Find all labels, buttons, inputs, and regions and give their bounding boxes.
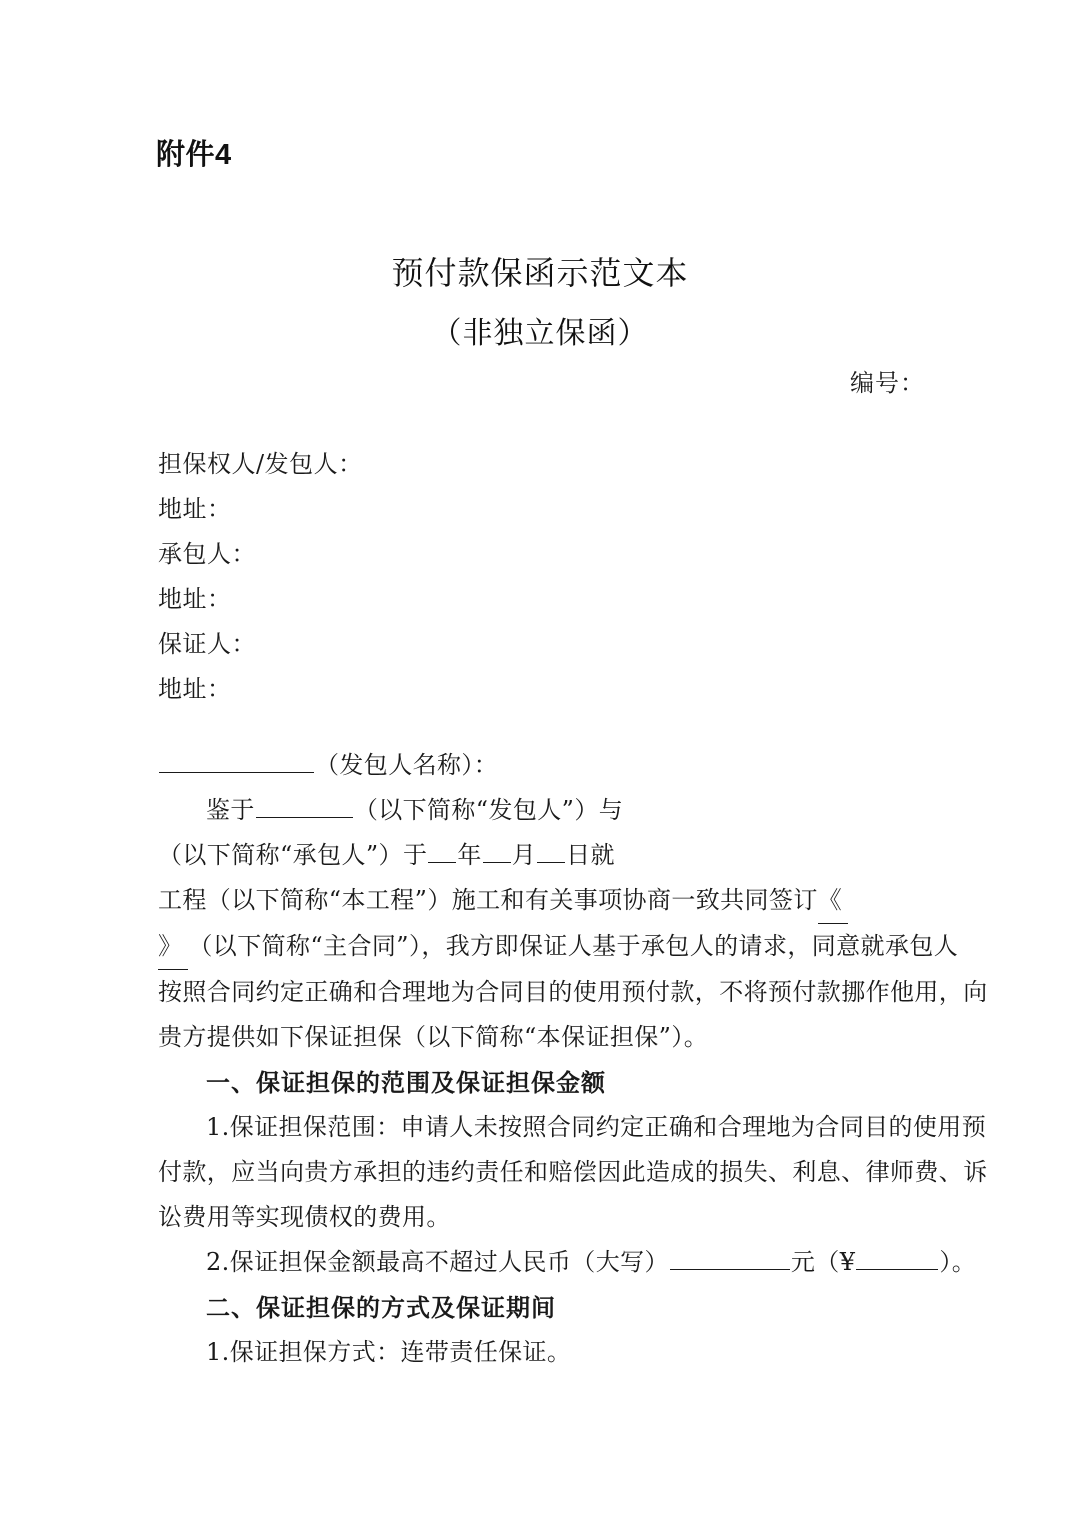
serial-number-label: 编号：	[850, 369, 925, 397]
employer-name-blank[interactable]	[256, 793, 353, 818]
party-line-contractor: 承包人：	[158, 540, 256, 568]
day-label: 日就	[566, 841, 615, 869]
section-heading-one: 一、保证担保的范围及保证担保金额	[206, 1068, 606, 1097]
page-subtitle: （非独立保函）	[431, 316, 649, 351]
party-line-obligee: 担保权人/发包人：	[158, 450, 363, 478]
recital-main-contract-alias: （以下简称“主合同”），我方即保证人基于承包人的请求，同意就承包人	[188, 932, 959, 960]
main-contract-open-bracket[interactable]: 《	[818, 878, 848, 924]
main-contract-close-bracket[interactable]: 》	[158, 924, 188, 970]
party-line-guarantor: 保证人：	[158, 630, 256, 658]
recital-contractor-alias: （以下简称“承包人”）于	[158, 841, 428, 869]
document-body	[158, 743, 988, 1375]
section-one-item2	[158, 1240, 977, 1285]
section-heading-two: 二、保证担保的方式及保证期间	[206, 1293, 556, 1322]
guarantee-amount-words-blank[interactable]	[670, 1245, 790, 1270]
recital-project-text: 工程（以下简称“本工程”）施工和有关事项协商一致共同签订	[158, 886, 818, 914]
addressee-name-blank[interactable]	[159, 748, 314, 773]
section-two-item1: 1.保证担保方式：连带责任保证。	[206, 1338, 572, 1366]
recital-line-3	[158, 878, 916, 924]
party-line-guarantor-addr: 地址：	[158, 675, 232, 703]
contract-year-blank[interactable]	[428, 838, 456, 863]
party-line-contractor-addr: 地址：	[158, 585, 232, 613]
contract-day-blank[interactable]	[537, 838, 565, 863]
guarantee-amount-label: 2.保证担保金额最高不超过人民币（大写）	[206, 1248, 669, 1276]
recital-line-5: 按照合同约定正确和合理地为合同目的使用预付款，不将预付款挪作他用，向	[158, 978, 988, 1006]
party-info-block	[158, 442, 918, 712]
year-label: 年	[457, 841, 482, 869]
recital-line-4	[158, 924, 959, 970]
section-one-item1-line1: 1.保证担保范围：申请人未按照合同约定正确和合理地为合同目的使用预	[206, 1113, 987, 1141]
recital-whereas-label: 鉴于	[206, 796, 255, 824]
recital-line-6: 贵方提供如下保证担保（以下简称“本保证担保”）。	[158, 1023, 709, 1051]
recital-line-2	[158, 833, 916, 878]
attachment-tag: 附件4	[156, 139, 232, 171]
addressee-line	[158, 743, 916, 788]
recital-employer-alias: （以下简称“发包人”）与	[353, 796, 624, 824]
party-line-obligee-addr: 地址：	[158, 495, 232, 523]
section-one-item1-line3: 讼费用等实现债权的费用。	[158, 1203, 451, 1231]
guarantee-amount-figures-blank[interactable]	[856, 1245, 938, 1270]
contract-month-blank[interactable]	[483, 838, 511, 863]
page-title: 预付款保函示范文本	[391, 254, 689, 292]
month-label: 月	[511, 841, 537, 869]
section-one-item1-line2: 付款，应当向贵方承担的违约责任和赔偿因此造成的损失、利息、律师费、诉	[158, 1158, 988, 1186]
guarantee-amount-unit: 元（¥	[790, 1248, 856, 1276]
recital-line-1	[158, 788, 916, 833]
guarantee-amount-suffix: ）。	[939, 1248, 977, 1276]
addressee-suffix: （发包人名称）：	[315, 751, 499, 779]
